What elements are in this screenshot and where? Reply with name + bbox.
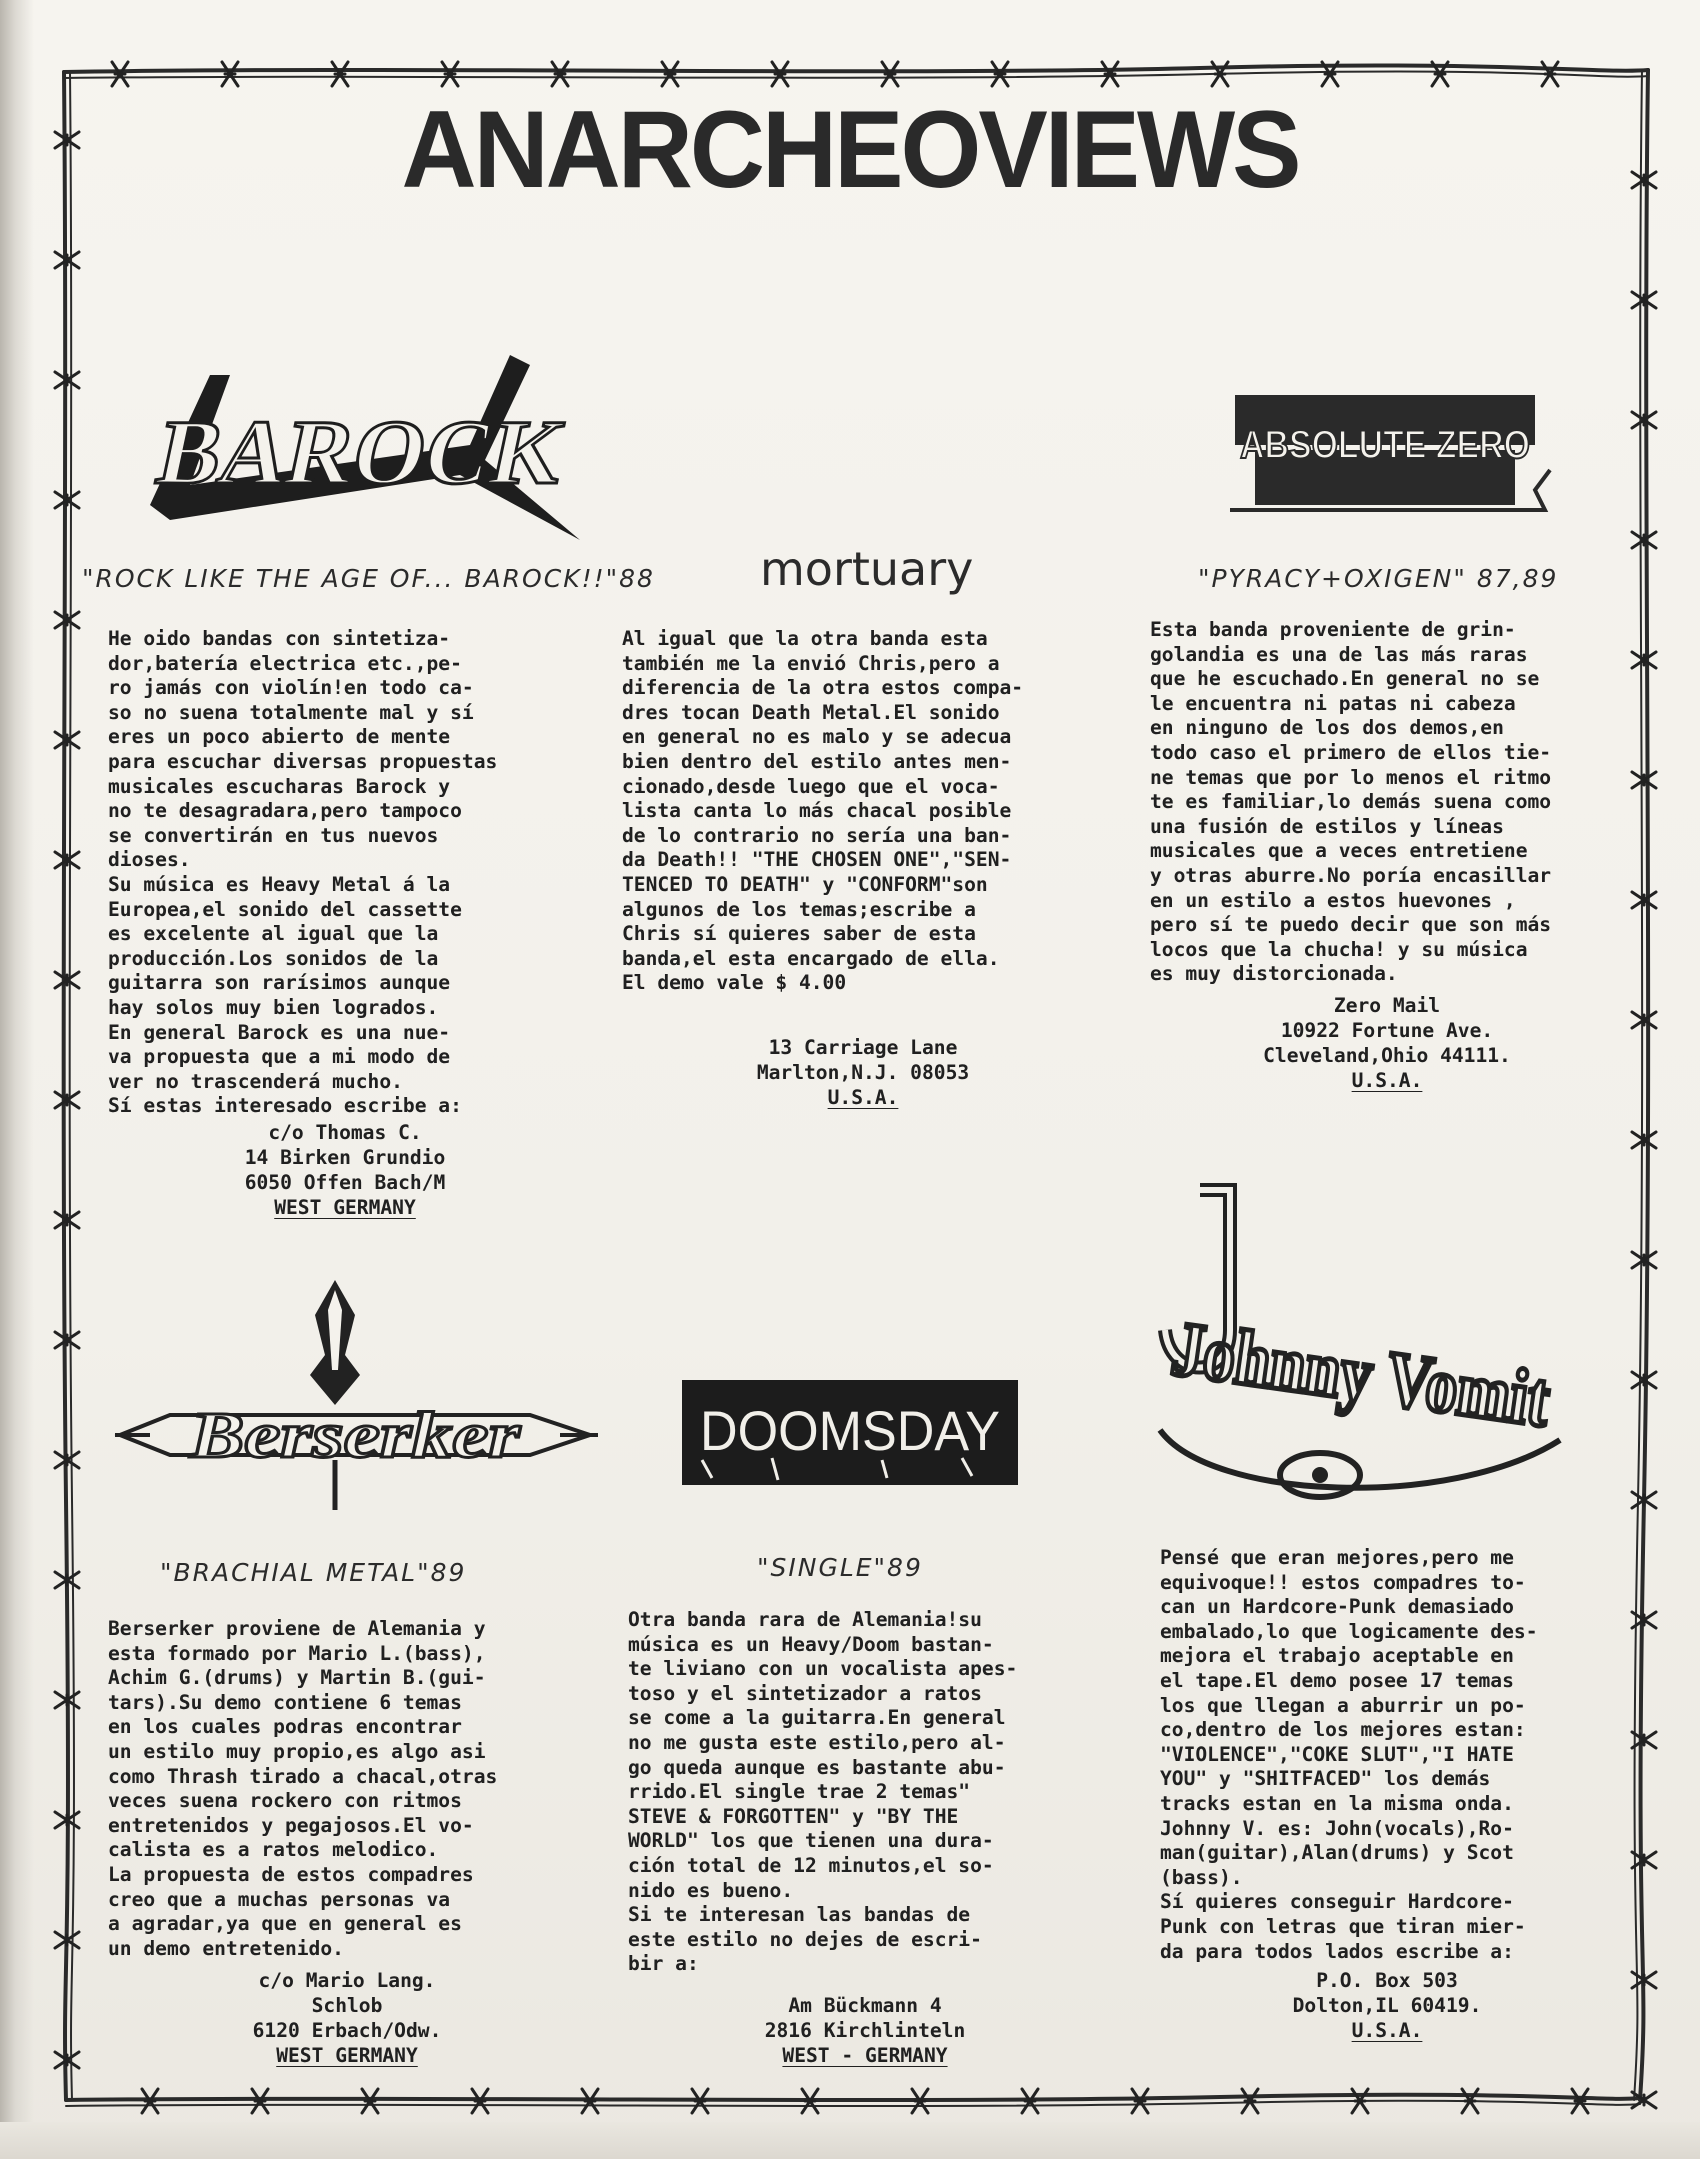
review-line: Si te interesan las bandas de	[628, 1903, 971, 1927]
wire-barb	[1022, 2089, 1038, 2113]
address-country: WEST GERMANY	[274, 1196, 416, 1219]
doomsday-review-body	[628, 1608, 1118, 1977]
review-line: y otras aburre.No poría encasillar	[1150, 863, 1552, 887]
review-line: ver no trascenderá mucho.	[108, 1069, 403, 1093]
wire-barb	[55, 852, 79, 868]
review-line: eres un poco abierto de mente	[108, 725, 451, 749]
page-title: ANARCHEOVIEWS	[401, 89, 1299, 211]
wire-barb	[1632, 1372, 1656, 1388]
wire-barb	[55, 1572, 79, 1588]
review-line: todo caso el primero de ellos tie-	[1150, 740, 1552, 764]
absolute-zero-logo-text: ABSOLUTE ZERO	[1240, 423, 1530, 467]
wire-barb	[1632, 412, 1656, 428]
wire-barb	[1542, 62, 1558, 86]
review-line: te es familiar,lo demás suena como	[1150, 790, 1552, 814]
address-line: Am Bückmann 4	[788, 1994, 942, 2017]
review-line: El demo vale $ 4.00	[622, 971, 847, 995]
review-line: da Death!! "THE CHOSEN ONE","SEN-	[622, 848, 1012, 872]
review-line: Otra banda rara de Alemania!su	[628, 1608, 982, 1631]
review-line: Achim G.(drums) y Martin B.(gui-	[108, 1666, 486, 1690]
review-line: producción.Los sonidos de la	[108, 946, 439, 970]
review-line: ne temas que por lo menos el ritmo	[1150, 765, 1552, 789]
address-country: U.S.A.	[1351, 2019, 1423, 2042]
address-country: WEST - GERMANY	[782, 2044, 948, 2067]
wire-barb	[55, 372, 79, 388]
review-line: locos que la chucha! y su música	[1150, 937, 1528, 961]
doomsday-address	[620, 1993, 1110, 2068]
mortuary-address	[618, 1035, 1108, 1110]
wire-barb	[55, 1332, 79, 1348]
review-line: dres tocan Death Metal.El sonido	[622, 700, 1000, 724]
review-line: algunos de los temas;escribe a	[622, 897, 976, 921]
berserker-review-body	[108, 1617, 598, 1961]
wire-barb	[55, 732, 79, 748]
wire-barb	[55, 972, 79, 988]
review-line: da para todos lados escribe a:	[1160, 1939, 1514, 1963]
review-line: co,dentro de los mejores estan:	[1160, 1718, 1526, 1742]
address-line: c/o Thomas C.	[268, 1121, 422, 1144]
review-line: bir a:	[628, 1952, 699, 1976]
wire-barb	[55, 1212, 79, 1228]
wire-barb	[55, 1692, 79, 1708]
review-line: En general Barock es una nue-	[108, 1020, 451, 1044]
barock-logo-text: BAROCK	[149, 401, 575, 504]
johnny-vomit-logo-text: Johnny Vomit	[1166, 1304, 1641, 1456]
review-line: de lo contrario no sería una ban-	[622, 823, 1012, 847]
berserker-address	[102, 1968, 592, 2068]
review-line: golandia es una de las más raras	[1150, 642, 1528, 666]
review-line: el tape.El demo posee 17 temas	[1160, 1668, 1514, 1692]
review-line: a agradar,ya que en general es	[108, 1912, 462, 1936]
review-line: musicales que a veces entretiene	[1150, 839, 1528, 863]
wire-barb	[1632, 1252, 1656, 1268]
review-line: una fusión de estilos y líneas	[1150, 814, 1504, 838]
wire-barb	[582, 2089, 598, 2113]
berserker-logo-text: Berserker	[188, 1399, 522, 1472]
review-line: so no suena totalmente mal y sí	[108, 700, 474, 724]
wire-barb	[882, 62, 898, 86]
barock-caption: "ROCK LIKE THE AGE OF... BAROCK!!"88	[82, 564, 655, 593]
review-line: man(guitar),Alan(drums) y Scot	[1160, 1841, 1514, 1865]
review-line: dioses.	[108, 848, 191, 872]
address-line: Dolton,IL 60419.	[1292, 1994, 1482, 2017]
wire-barb	[1242, 2089, 1258, 2113]
doomsday-caption: "SINGLE"89	[757, 1553, 923, 1582]
wire-barb	[1462, 2089, 1478, 2113]
review-line: lista canta lo más chacal posible	[622, 799, 1012, 823]
wire-barb	[222, 62, 238, 86]
review-line: es muy distorcionada.	[1150, 962, 1398, 986]
review-line: entretenidos y pegajosos.El vo-	[108, 1813, 474, 1837]
review-line: bien dentro del estilo antes men-	[622, 749, 1012, 773]
review-line: mejora el trabajo aceptable en	[1160, 1644, 1514, 1668]
review-line: este estilo no dejes de escri-	[628, 1927, 982, 1951]
absolute-zero-caption: "PYRACY+OXIGEN" 87,89	[1198, 564, 1559, 593]
wire-barb	[142, 2089, 158, 2113]
address-line: 2816 Kirchlinteln	[764, 2019, 966, 2042]
review-line: "VIOLENCE","COKE SLUT","I HATE	[1160, 1742, 1514, 1766]
review-line: un estilo muy propio,es algo asi	[108, 1739, 486, 1763]
doomsday-logo	[682, 1380, 1018, 1485]
review-line: en un estilo a estos huevones ,	[1150, 888, 1516, 912]
address-line: Zero Mail	[1333, 994, 1441, 1017]
review-line: Berserker proviene de Alemania y	[108, 1617, 486, 1640]
address-country: U.S.A.	[1351, 1069, 1423, 1092]
review-line: embalado,lo que logicamente des-	[1160, 1619, 1538, 1643]
review-line: para escuchar diversas propuestas	[108, 749, 498, 773]
review-line: WORLD" los que tienen una dura-	[628, 1829, 994, 1853]
review-line: dor,batería electrica etc.,pe-	[108, 651, 462, 675]
review-line: Esta banda proveniente de grin-	[1150, 618, 1516, 641]
review-line: en ninguno de los dos demos,en	[1150, 716, 1504, 740]
berserker-logo	[110, 1275, 600, 1515]
review-line: creo que a muchas personas va	[108, 1887, 451, 1911]
review-line: calista es a ratos melodico.	[108, 1838, 439, 1862]
address-line: Cleveland,Ohio 44111.	[1263, 1044, 1511, 1067]
address-line: 14 Birken Grundio	[244, 1146, 446, 1169]
address-line: 6050 Offen Bach/M	[244, 1171, 446, 1194]
wire-barb	[472, 2089, 488, 2113]
wire-barb	[1632, 292, 1656, 308]
review-line: en los cuales podras encontrar	[108, 1715, 462, 1739]
wire-barb	[55, 1092, 79, 1108]
address-line: c/o Mario Lang.	[258, 1969, 436, 1992]
review-line: rrido.El single trae 2 temas"	[628, 1780, 971, 1804]
review-line: ro jamás con violín!en todo ca-	[108, 676, 474, 700]
wire-barb	[552, 62, 568, 86]
address-country: WEST GERMANY	[276, 2044, 418, 2067]
wire-barb	[992, 62, 1008, 86]
wire-barb	[692, 2089, 708, 2113]
wire-barb	[55, 252, 79, 268]
review-line: te liviano con un vocalista apes-	[628, 1657, 1018, 1681]
wire-barb	[55, 2052, 79, 2068]
wire-barb	[55, 1812, 79, 1828]
mortuary-review-body	[622, 627, 1112, 996]
review-line: musicales escucharas Barock y	[108, 774, 451, 798]
wire-barb	[362, 2089, 378, 2113]
review-line: se come a la guitarra.En general	[628, 1706, 1006, 1730]
wire-barb	[55, 1452, 79, 1468]
review-line: La propuesta de estos compadres	[108, 1862, 474, 1886]
review-line: le encuentra ni patas ni cabeza	[1150, 691, 1516, 715]
barock-address	[100, 1120, 590, 1220]
review-line: Sí estas interesado escribe a:	[108, 1094, 462, 1118]
review-line: veces suena rockero con ritmos	[108, 1789, 462, 1813]
review-line: diferencia de la otra estos compa-	[622, 676, 1024, 700]
wire-barb	[55, 1932, 79, 1948]
review-line: música es un Heavy/Doom bastan-	[628, 1632, 994, 1656]
address-line: P.O. Box 503	[1316, 1969, 1458, 1992]
review-line: Su música es Heavy Metal á la	[108, 872, 451, 896]
mortuary-logo-text: mortuary	[760, 542, 974, 596]
review-line: esta formado por Mario L.(bass),	[108, 1641, 486, 1665]
johnny-vomit-address	[1142, 1968, 1632, 2043]
wire-barb	[1632, 1972, 1656, 1988]
review-line: toso y el sintetizador a ratos	[628, 1681, 982, 1705]
wire-barb	[1102, 62, 1118, 86]
review-line: que he escuchado.En general no se	[1150, 667, 1540, 691]
johnny-vomit-logo	[1150, 1180, 1641, 1520]
address-country: U.S.A.	[827, 1086, 899, 1109]
wire-barb	[1632, 532, 1656, 548]
wire-barb	[1632, 1012, 1656, 1028]
wire-barb	[55, 492, 79, 508]
review-line: nido es bueno.	[628, 1878, 794, 1902]
berserker-caption: "BRACHIAL METAL"89	[160, 1558, 467, 1587]
review-line: un demo entretenido.	[108, 1936, 344, 1960]
wire-barb	[1632, 1492, 1656, 1508]
review-line: en general no es malo y se adecua	[622, 725, 1012, 749]
wire-barb	[772, 62, 788, 86]
review-line: se convertirán en tus nuevos	[108, 823, 439, 847]
review-line: es excelente al igual que la	[108, 922, 439, 946]
review-line: hay solos muy bien logrados.	[108, 995, 439, 1019]
review-line: Pensé que eran mejores,pero me	[1160, 1546, 1514, 1569]
review-line: Punk con letras que tiran mier-	[1160, 1914, 1526, 1938]
wire-barb	[1572, 2089, 1588, 2113]
review-line: banda,el esta encargado de ella.	[622, 946, 1000, 970]
wire-barb	[332, 62, 348, 86]
review-line: no te desagradara,pero tampoco	[108, 799, 462, 823]
doomsday-logo-text: DOOMSDAY	[700, 1399, 1000, 1462]
review-line: también me la envió Chris,pero a	[622, 651, 1000, 675]
review-line: ción total de 12 minutos,el so-	[628, 1853, 994, 1877]
address-line: Marlton,N.J. 08053	[756, 1061, 970, 1084]
wire-barb	[252, 2089, 268, 2113]
review-line: va propuesta que a mi modo de	[108, 1045, 451, 1069]
absolute-zero-review-body	[1150, 618, 1640, 987]
wire-barb	[662, 62, 678, 86]
review-line: cionado,desde luego que el voca-	[622, 774, 1000, 798]
address-line: Schlob	[311, 1994, 383, 2017]
review-line: tars).Su demo contiene 6 temas	[108, 1690, 462, 1714]
review-line: YOU" y "SHITFACED" los demás	[1160, 1767, 1491, 1791]
review-line: pero sí te puedo decir que son más	[1150, 913, 1552, 937]
review-line: Chris sí quieres saber de esta	[622, 922, 976, 946]
review-line: Al igual que la otra banda esta	[622, 627, 988, 650]
review-line: Sí quieres conseguir Hardcore-	[1160, 1890, 1514, 1914]
review-line: STEVE & FORGOTTEN" y "BY THE	[628, 1804, 959, 1828]
barock-review-body	[108, 627, 598, 1119]
wire-barb	[442, 62, 458, 86]
address-line: 10922 Fortune Ave.	[1280, 1019, 1494, 1042]
review-line: equivoque!! estos compadres to-	[1160, 1570, 1526, 1594]
review-line: go queda aunque es bastante abu-	[628, 1755, 1006, 1779]
review-line: tracks estan en la misma onda.	[1160, 1791, 1514, 1815]
address-line: 13 Carriage Lane	[768, 1036, 958, 1059]
barock-logo	[90, 335, 590, 545]
review-line: como Thrash tirado a chacal,otras	[108, 1764, 498, 1788]
review-line: (bass).	[1160, 1865, 1243, 1889]
johnny-vomit-review-body	[1160, 1546, 1650, 1964]
wire-barb	[55, 612, 79, 628]
review-line: Europea,el sonido del cassette	[108, 897, 462, 921]
review-line: can un Hardcore-Punk demasiado	[1160, 1595, 1514, 1619]
address-line: 6120 Erbach/Odw.	[252, 2019, 442, 2042]
review-line: los que llegan a aburrir un po-	[1160, 1693, 1526, 1717]
review-line: Johnny V. es: John(vocals),Ro-	[1160, 1816, 1514, 1840]
wire-barb	[1632, 1132, 1656, 1148]
review-line: guitarra son rarísimos aunque	[108, 971, 451, 995]
review-line: TENCED TO DEATH" y "CONFORM"son	[622, 872, 988, 896]
wire-barb	[802, 2089, 818, 2113]
review-line: He oido bandas con sintetiza-	[108, 627, 451, 650]
wire-barb	[912, 2089, 928, 2113]
wire-barb	[1132, 2089, 1148, 2113]
absolute-zero-address	[1142, 993, 1632, 1093]
wire-barb	[1352, 2089, 1368, 2113]
review-line: no me gusta este estilo,pero al-	[628, 1730, 1006, 1754]
absolute-zero-logo	[1225, 390, 1555, 520]
wire-barb	[112, 62, 128, 86]
